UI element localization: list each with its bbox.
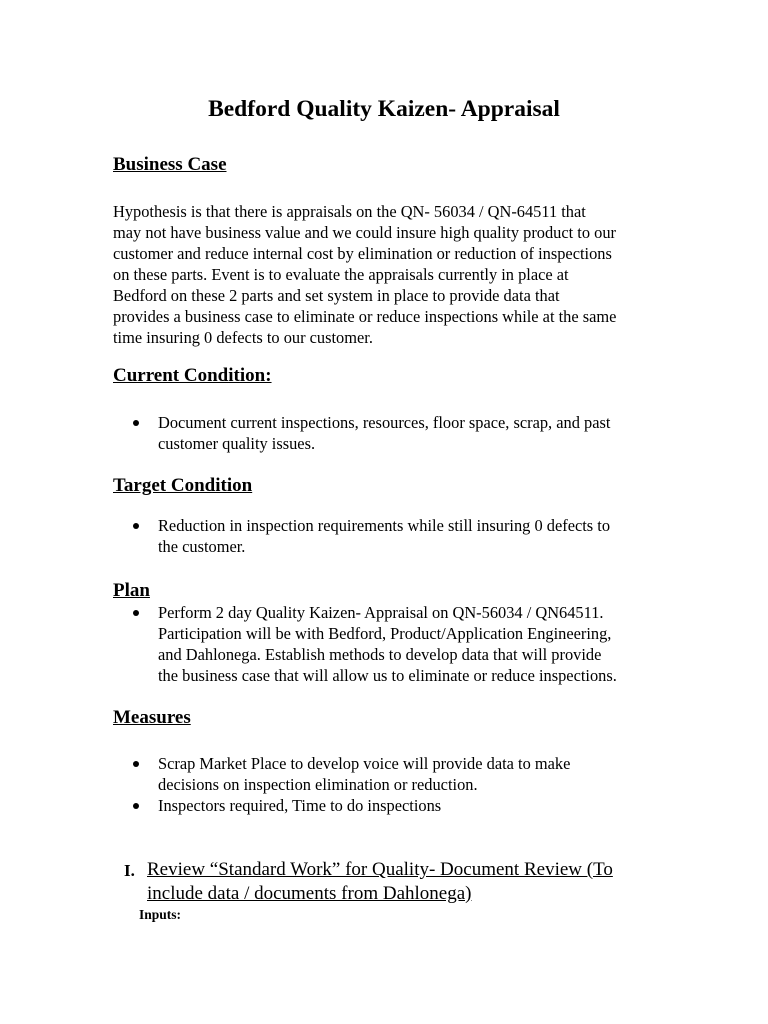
section-title-line: include data / documents from Dahlonega)	[147, 883, 472, 904]
current-condition-list	[113, 412, 673, 454]
section-one-title	[147, 858, 613, 906]
list-item-line: the business case that will allow us to eliminate or reduce inspections.	[158, 666, 617, 685]
paragraph-line: provides a business case to eliminate or reduce inspections while at the same	[113, 307, 617, 326]
bullet-icon	[133, 523, 139, 529]
paragraph-line: time insuring 0 defects to our customer.	[113, 328, 373, 347]
list-item	[113, 515, 673, 557]
list-item-line: customer quality issues.	[158, 434, 316, 453]
list-item-line: Inspectors required, Time to do inspections	[158, 796, 442, 815]
list-item	[113, 753, 673, 795]
business-case-paragraph	[113, 201, 658, 348]
inputs-label: Inputs:	[139, 907, 182, 922]
current-condition-heading: Current Condition:	[113, 365, 272, 386]
list-item	[113, 795, 673, 816]
plan-list	[113, 602, 673, 686]
bullet-icon	[133, 761, 139, 767]
document-title: Bedford Quality Kaizen- Appraisal	[208, 96, 560, 122]
paragraph-line: may not have business value and we could insure high quality product to our	[113, 223, 616, 242]
list-item-line: Participation will be with Bedford, Product/Application Engineering,	[158, 624, 612, 643]
bullet-icon	[133, 420, 139, 426]
list-item-line: Perform 2 day Quality Kaizen- Appraisal on QN-56034 / QN64511.	[158, 603, 604, 622]
bullet-icon	[133, 803, 139, 809]
list-item-line: and Dahlonega. Establish methods to develop data that will provide	[158, 645, 602, 664]
list-item-line: the customer.	[158, 537, 246, 556]
list-item-line: decisions on inspection elimination or reduction.	[158, 775, 478, 794]
business-case-heading: Business Case	[113, 154, 227, 175]
list-item-line: Reduction in inspection requirements while still insuring 0 defects to	[158, 516, 611, 535]
paragraph-line: customer and reduce internal cost by elimination or reduction of inspections	[113, 244, 612, 263]
list-item-line: Document current inspections, resources, floor space, scrap, and past	[158, 413, 611, 432]
measures-heading: Measures	[113, 707, 191, 728]
paragraph-line: Bedford on these 2 parts and set system in place to provide data that	[113, 286, 560, 305]
paragraph-line: Hypothesis is that there is appraisals on the QN- 56034 / QN-64511 that	[113, 202, 586, 221]
bullet-icon	[133, 610, 139, 616]
list-item	[113, 412, 673, 454]
section-title-line: Review “Standard Work” for Quality- Document Review (To	[147, 859, 613, 880]
list-item	[113, 602, 673, 686]
measures-list	[113, 753, 673, 816]
target-condition-heading: Target Condition	[113, 475, 253, 496]
paragraph-line: on these parts. Event is to evaluate the appraisals currently in place at	[113, 265, 569, 284]
list-item-line: Scrap Market Place to develop voice will provide data to make	[158, 754, 571, 773]
section-number: I.	[124, 861, 135, 880]
plan-heading: Plan	[113, 580, 150, 601]
target-condition-list	[113, 515, 673, 557]
